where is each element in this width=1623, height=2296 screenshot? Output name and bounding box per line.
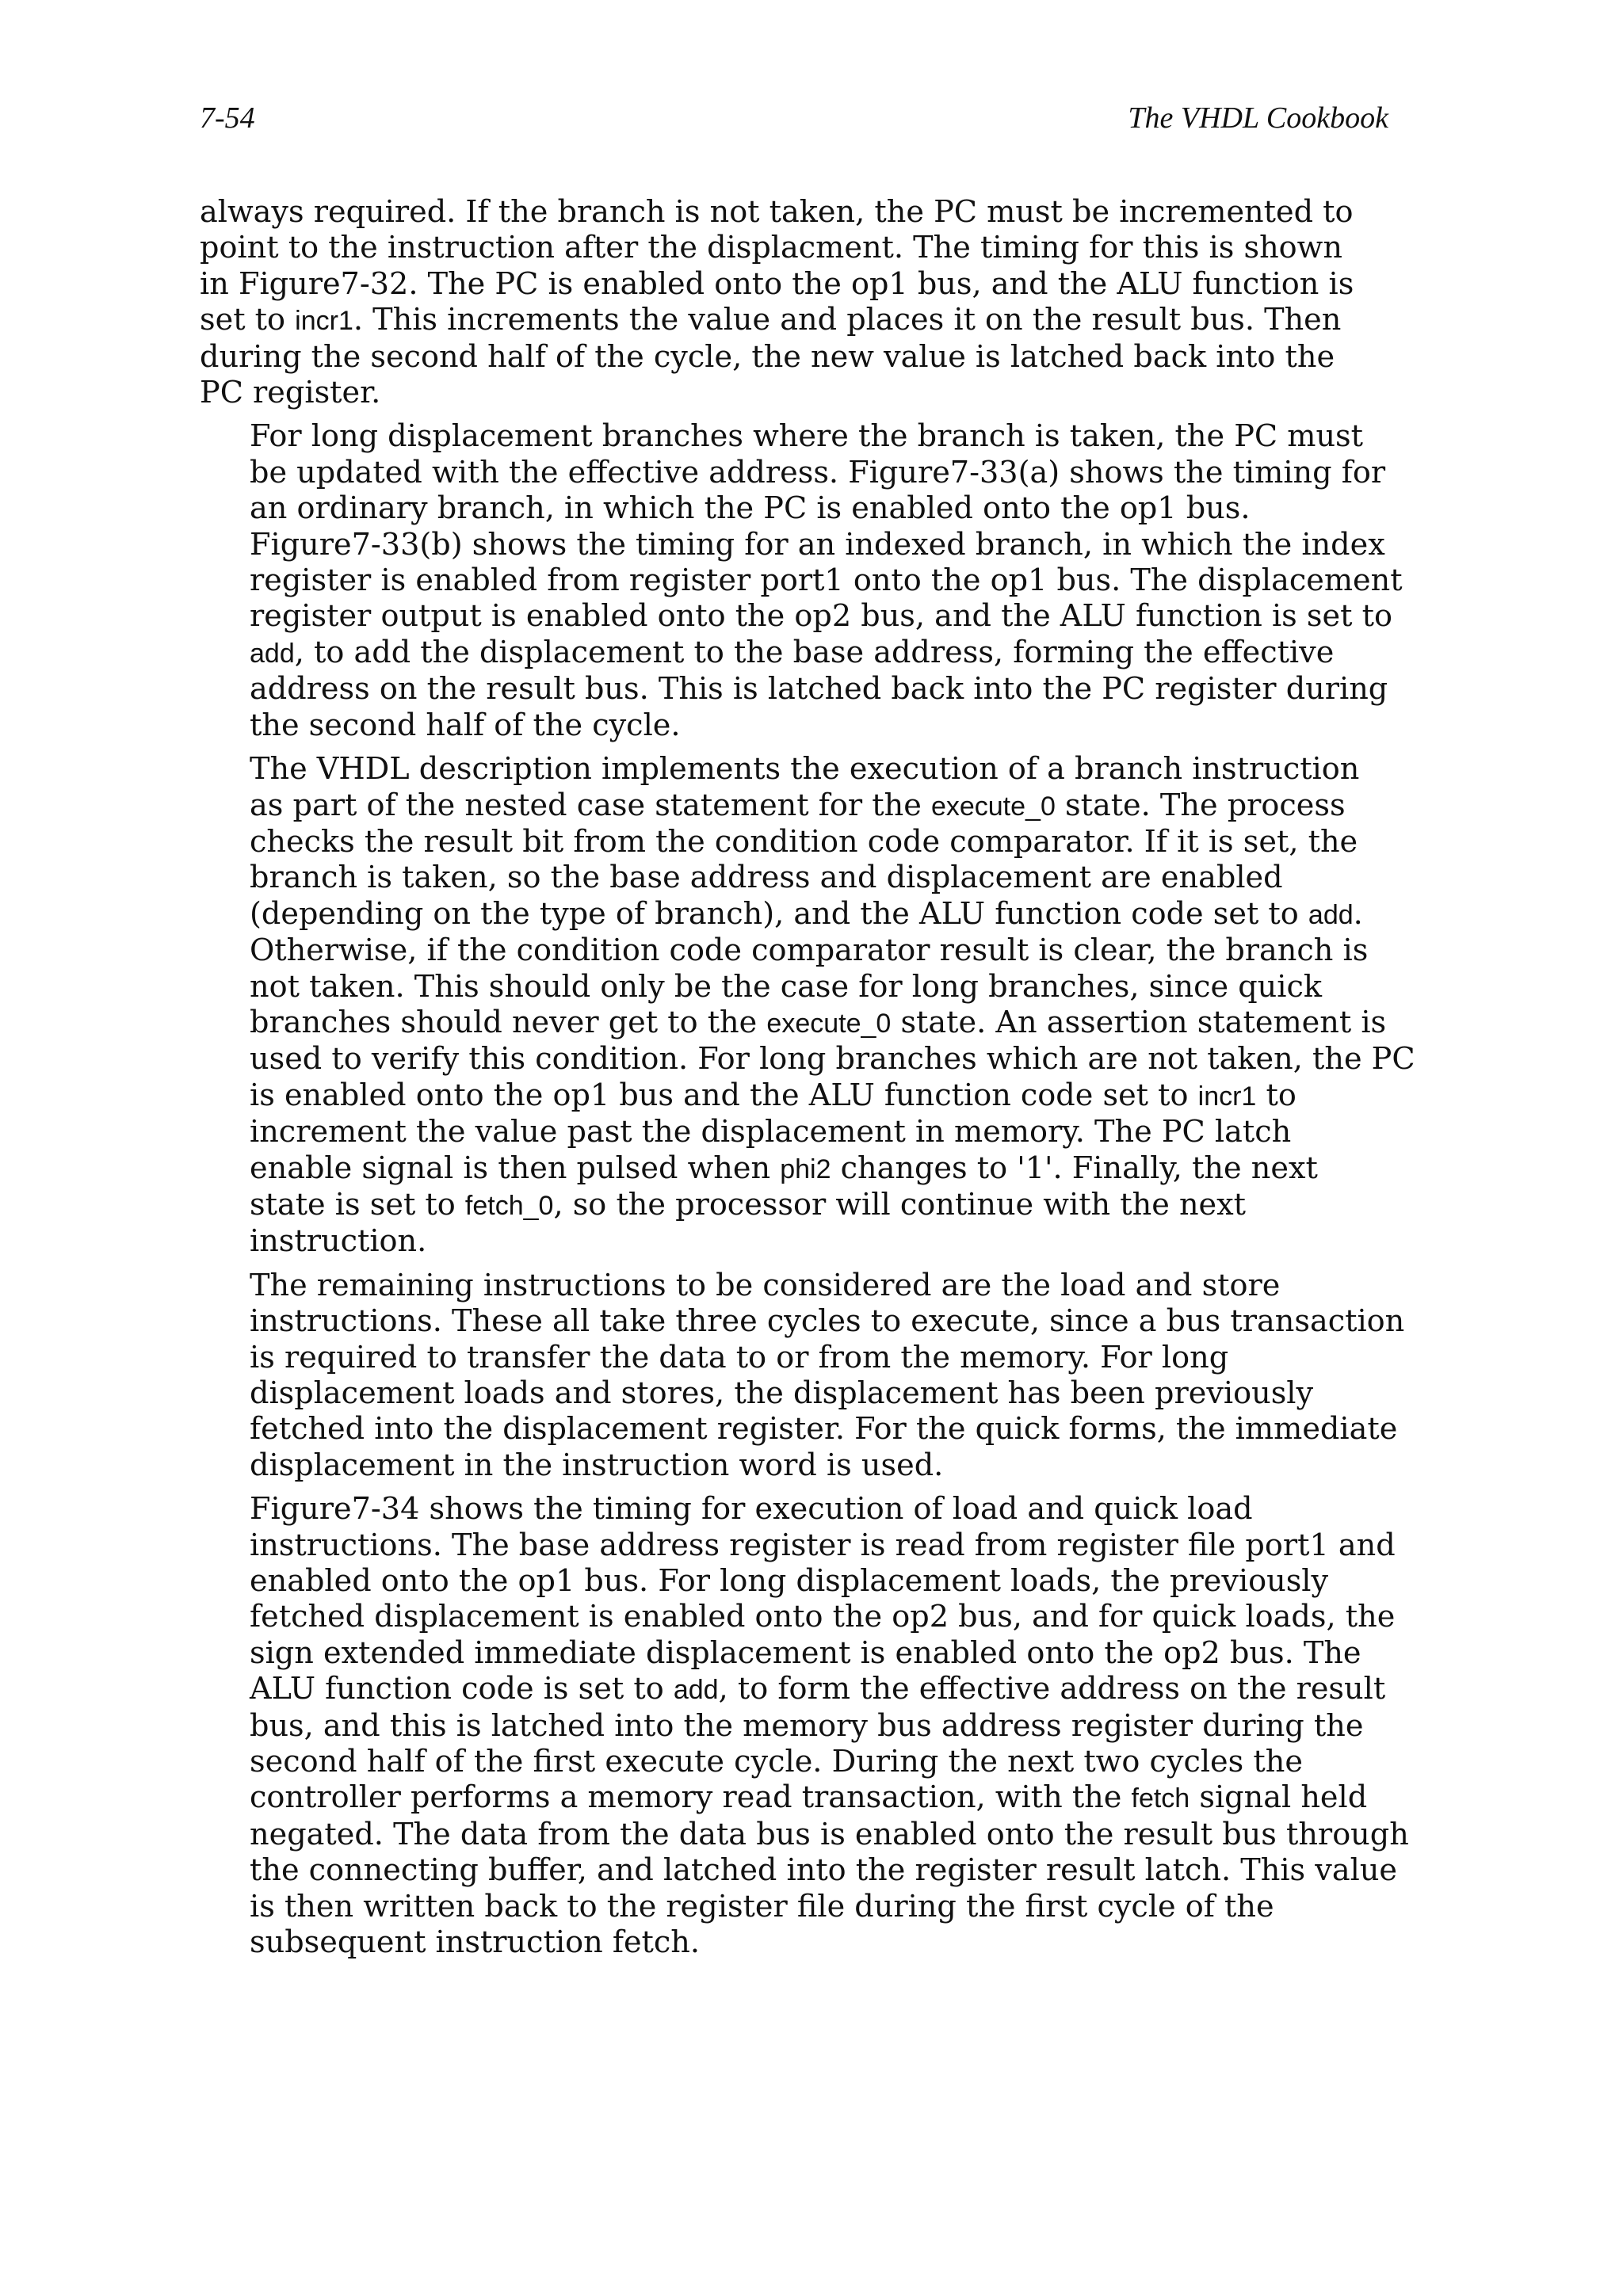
text-run: displacement loads and stores, the displacement has been previously — [250, 1376, 1314, 1411]
text-run: instructions. These all take three cycles to execute, since a bus transaction — [250, 1304, 1405, 1340]
text-run: checks the result bit from the condition code comparator. If it is set, the — [250, 824, 1358, 860]
text-run: be updated with the effective address. Figure7-33(a) shows the timing for — [250, 455, 1386, 490]
text-line — [200, 1412, 1398, 1447]
text-line — [200, 1224, 1392, 1260]
paragraph — [200, 419, 1403, 744]
text-run: state. An assertion statement is — [891, 1005, 1387, 1040]
text-line — [200, 1925, 1392, 1961]
text-run: Figure7-34 shows the timing for execution of load and quick load — [250, 1492, 1253, 1527]
code-term: add — [1308, 899, 1354, 930]
text-line — [200, 1268, 1392, 1304]
text-run: register output is enabled onto the op2 bus, and the ALU function is set to — [250, 599, 1392, 635]
text-line — [200, 1448, 1392, 1484]
text-run: The VHDL description implements the execution of a branch instruction — [250, 752, 1360, 788]
paragraph — [200, 752, 1415, 1261]
text-line — [200, 1042, 1415, 1077]
text-run: sign extended immediate displacement is enabled onto the op2 bus. The — [250, 1635, 1361, 1671]
code-term: fetch — [1131, 1783, 1190, 1814]
text-run: branch is taken, so the base address and displacement are enabled — [250, 860, 1283, 896]
text-run: as part of the nested case statement for the — [250, 788, 931, 823]
text-run: always required. If the branch is not taken, the PC must be incremented to — [200, 195, 1354, 230]
text-line — [200, 1853, 1398, 1889]
code-term: incr1 — [1197, 1081, 1257, 1112]
text-run: address on the result bus. This is latched back into the PC register during — [250, 672, 1388, 707]
text-line — [200, 231, 1392, 266]
text-run: . This increments the value and places it on the result bus. Then — [353, 303, 1342, 338]
text-line — [200, 376, 1392, 411]
text-line — [200, 970, 1392, 1005]
text-run: not taken. This should only be the case for long branches, since quick — [250, 969, 1322, 1005]
text-line — [200, 456, 1392, 491]
text-run: subsequent instruction fetch. — [250, 1925, 701, 1961]
text-line — [200, 303, 1392, 339]
text-run: to — [1256, 1077, 1296, 1113]
code-term: incr1 — [295, 306, 353, 337]
text-line — [200, 1151, 1392, 1188]
text-run: Otherwise, if the condition code comparator result is clear, the branch is — [250, 933, 1369, 969]
text-run: For long displacement branches where the branch is taken, the PC must — [250, 419, 1363, 455]
text-line — [200, 419, 1392, 455]
text-run: during the second half of the cycle, the new value is latched back into the — [200, 339, 1335, 375]
text-line — [200, 1890, 1392, 1925]
text-run: an ordinary branch, in which the PC is enabled onto the op1 bus. — [250, 491, 1251, 527]
text-run: Figure7-33(b) shows the timing for an indexed branch, in which the index — [250, 527, 1385, 563]
text-run: the second half of the cycle. — [250, 707, 681, 743]
text-line — [200, 672, 1392, 707]
text-line — [200, 1078, 1392, 1115]
text-run: (depending on the type of branch), and the ALU function code set to — [250, 896, 1308, 932]
text-run: , to form the effective address on the result — [718, 1672, 1386, 1707]
text-run: controller performs a memory read transaction, with the — [250, 1780, 1132, 1816]
text-line — [200, 1188, 1392, 1224]
text-line — [200, 897, 1392, 933]
text-run: branches should never get to the — [250, 1005, 767, 1040]
code-term: fetch_0 — [464, 1190, 554, 1221]
text-line — [200, 708, 1392, 744]
text-run: in Figure7-32. The PC is enabled onto the op1 bus, and the ALU function is — [200, 266, 1354, 302]
text-run: bus, and this is latched into the memory bus address register during the — [250, 1708, 1364, 1744]
text-line — [200, 1115, 1392, 1150]
text-line — [200, 1005, 1392, 1042]
text-line — [200, 860, 1392, 896]
text-run: state is set to — [250, 1187, 465, 1222]
text-line — [200, 1780, 1392, 1817]
text-run: is required to transfer the data to or from the memory. For long — [250, 1340, 1229, 1375]
text-run: increment the value past the displacement in memory. The PC latch — [250, 1115, 1292, 1150]
text-line — [200, 599, 1392, 635]
text-run: state. The process — [1055, 788, 1346, 823]
body-text — [200, 195, 1415, 1970]
text-run: used to verify this condition. For long branches which are not taken, the PC — [250, 1042, 1415, 1077]
text-run: negated. The data from the data bus is enabled onto the result bus through — [250, 1817, 1409, 1852]
code-term: add — [673, 1675, 719, 1706]
text-line — [200, 1304, 1405, 1340]
text-line — [200, 267, 1392, 303]
text-line — [200, 1492, 1392, 1527]
text-run: enabled onto the op1 bus. For long displacement loads, the previously — [250, 1564, 1329, 1600]
text-run: signal held — [1190, 1780, 1368, 1816]
text-run: PC register. — [200, 376, 381, 411]
code-term: execute_0 — [766, 1008, 892, 1039]
text-line — [200, 1636, 1392, 1672]
text-run: . — [1353, 896, 1363, 932]
text-run: is enabled onto the op1 bus and the ALU function code set to — [250, 1077, 1198, 1113]
text-line — [200, 1564, 1392, 1600]
text-line — [200, 1376, 1392, 1412]
text-run: set to — [200, 303, 296, 338]
text-line — [200, 752, 1392, 788]
text-run: The remaining instructions to be considered are the load and store — [250, 1268, 1281, 1303]
text-line — [200, 491, 1392, 527]
text-run: , to add the displacement to the base address, forming the effective — [294, 635, 1335, 670]
text-run: second half of the first execute cycle. During the next two cycles the — [250, 1745, 1303, 1780]
paragraph — [200, 1268, 1405, 1484]
text-line — [200, 1672, 1392, 1708]
book-title: The VHDL Cookbook — [1128, 101, 1388, 135]
text-run: fetched displacement is enabled onto the op2 bus, and for quick loads, the — [250, 1600, 1396, 1635]
text-run: instruction. — [250, 1224, 427, 1260]
text-run: changes to '1'. Finally, the next — [831, 1150, 1318, 1186]
text-run: point to the instruction after the displacment. The timing for this is shown — [200, 231, 1342, 266]
text-line — [200, 563, 1403, 599]
text-line — [200, 195, 1392, 231]
code-term: phi2 — [780, 1154, 831, 1184]
text-line — [200, 825, 1392, 860]
text-run: , so the processor will continue with the next — [553, 1187, 1247, 1222]
paragraph — [200, 195, 1392, 411]
text-line — [200, 1600, 1396, 1635]
text-line — [200, 635, 1392, 672]
text-run: ALU function code is set to — [250, 1672, 674, 1707]
code-term: execute_0 — [930, 791, 1056, 822]
text-line — [200, 1817, 1409, 1853]
text-line — [200, 528, 1392, 563]
text-line — [200, 1527, 1396, 1564]
page-number: 7-54 — [200, 101, 255, 135]
text-run: register is enabled from register port1 onto the op1 bus. The displacement — [250, 563, 1403, 599]
text-run: is then written back to the register file during the first cycle of the — [250, 1889, 1274, 1924]
text-run: displacement in the instruction word is used. — [250, 1447, 944, 1483]
text-line — [200, 788, 1392, 825]
text-run: fetched into the displacement register. For the quick forms, the immediate — [250, 1412, 1398, 1447]
text-line — [200, 933, 1392, 969]
paragraph — [200, 1492, 1409, 1961]
running-header — [200, 98, 1388, 138]
text-run: the connecting buffer, and latched into the register result latch. This value — [250, 1853, 1398, 1889]
text-run: enable signal is then pulsed when — [250, 1150, 781, 1186]
code-term: add — [250, 638, 295, 669]
text-run: instructions. The base address register is read from register file port1 and — [250, 1527, 1396, 1563]
text-line — [200, 340, 1392, 376]
text-line — [200, 1745, 1392, 1780]
text-line — [200, 1709, 1392, 1745]
text-line — [200, 1341, 1392, 1376]
